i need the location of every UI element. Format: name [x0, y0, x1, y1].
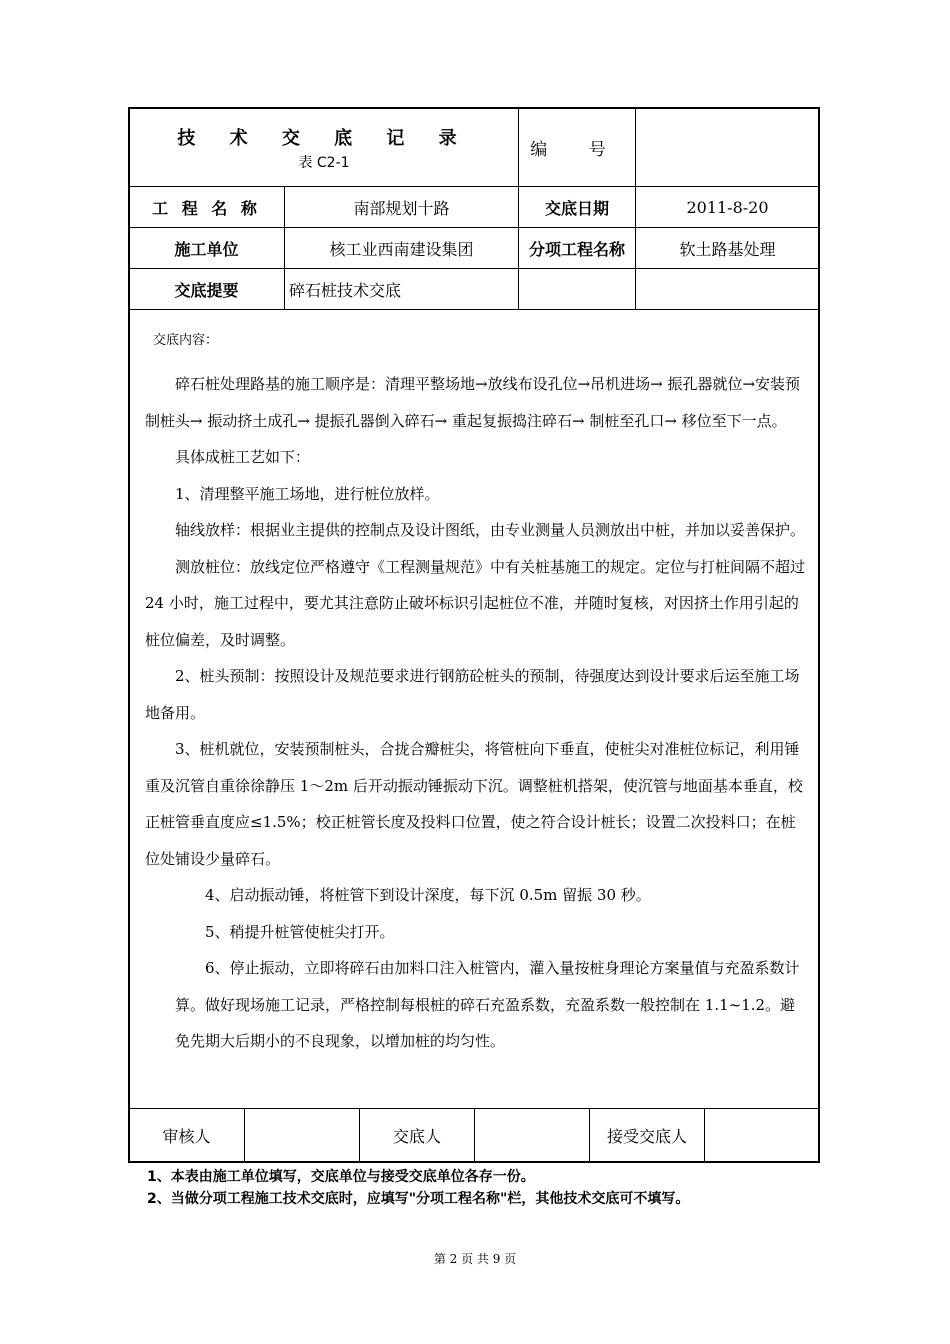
receiver-field[interactable]	[705, 1109, 819, 1162]
paragraph: 4、启动振动锤，将桩管下到设计深度，每下沉 0.5m 留振 30 秒。	[205, 886, 651, 904]
paragraph: 测放桩位：放线定位严格遵守《工程测量规范》中有关桩基施工的规定。定位与打桩间隔不超过 24 小时，施工过程中，要尤其注意防止破坏标识引起桩位不准，并随时复核，对因挤土作用引起的桩位偏差，及时调整。	[145, 557, 806, 649]
content-heading: 交底内容：	[153, 333, 219, 348]
content-body	[145, 366, 809, 1060]
summary-value: 碎石桩技术交底	[289, 280, 402, 300]
contractor-value: 核工业西南建设集团	[329, 239, 474, 259]
form-code: 表 C2-1	[298, 155, 350, 171]
project-name-label: 工 程 名 称	[152, 198, 261, 218]
date-value: 2011-8-20	[686, 197, 769, 217]
paragraph: 6、停止振动，立即将碎石由加料口注入桩管内，灌入量按桩身理论方案量值与充盈系数计算。做好现场施工记录，严格控制每根桩的碎石充盈系数，充盈系数一般控制在 1.1~1.2。避免先期大后期小的不良现象，以增加桩的均匀性。	[175, 959, 800, 1050]
form-title: 技 术 交 底 记 录	[177, 128, 471, 149]
date-label: 交底日期	[544, 198, 609, 218]
subproject-value: 软土路基处理	[679, 239, 776, 259]
note-line: 1、本表由施工单位填写，交底单位与接受交底单位各存一份。	[147, 1169, 535, 1185]
paragraph: 5、稍提升桩管使桩尖打开。	[205, 922, 395, 941]
paragraph: 1、清理整平施工场地，进行桩位放样。	[175, 484, 440, 503]
project-name-value: 南部规划十路	[353, 198, 450, 218]
paragraph: 3、桩机就位，安装预制桩头，合拢合瓣桩尖，将管桩向下垂直，使桩尖对准桩位标记，利用锤重及沉管自重徐徐静压 1～2m 后开动振动锤振动下沉。调整桩机搭架，使沉管与地面基本垂直，校正桩管垂直度应≤1.5%；校正桩管长度及投料口位置，使之符合设计桩长；设置二次投料口；在桩位处铺设少量碎石。	[145, 740, 803, 868]
number-label: 编 号	[530, 139, 624, 160]
discloser-field[interactable]	[475, 1109, 589, 1162]
receiver-label: 接受交底人	[606, 1127, 687, 1146]
reviewer-field[interactable]	[245, 1109, 359, 1162]
note-line: 2、当做分项工程施工技术交底时，应填写"分项工程名称"栏，其他技术交底可不填写。	[147, 1191, 690, 1207]
notes	[147, 1166, 689, 1210]
contractor-label: 施工单位	[174, 239, 239, 259]
discloser-label: 交底人	[392, 1127, 441, 1146]
reviewer-label: 审核人	[162, 1127, 211, 1146]
paragraph: 轴线放样：根据业主提供的控制点及设计图纸，由专业测量人员测放出中桩，并加以妥善保护。	[175, 521, 806, 539]
page-number: 第 2 页 共 9 页	[433, 1252, 517, 1266]
summary-label: 交底提要	[174, 280, 239, 300]
divider	[129, 309, 819, 310]
paragraph: 2、桩头预制：按照设计及规范要求进行钢筋砼桩头的预制，待强度达到设计要求后运至施工场地备用。	[145, 667, 800, 722]
subproject-label: 分项工程名称	[528, 239, 625, 259]
paragraph: 具体成桩工艺如下：	[175, 448, 311, 466]
paragraph: 碎石桩处理路基的施工顺序是：清理平整场地→放线布设孔位→吊机进场→ 振孔器就位→安装预制桩头→ 振动挤土成孔→ 提振孔器倒入碎石→ 重起复振捣注碎石→ 制桩至孔口→ 移位至下一点。	[145, 375, 801, 430]
number-value	[636, 108, 819, 186]
